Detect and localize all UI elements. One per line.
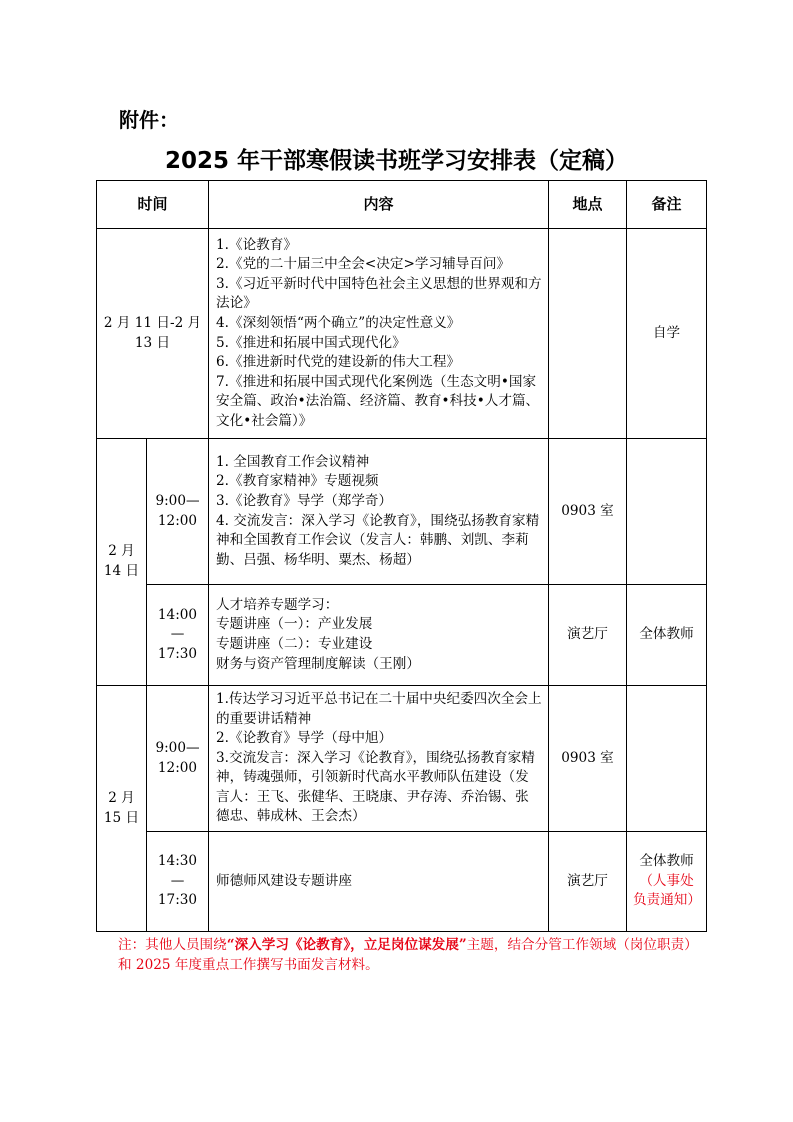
remark-note: （人事处负责通知） xyxy=(633,872,701,909)
session-time-cell: 14:30—17:30 xyxy=(147,832,209,932)
list-item: 专题讲座（二）：专业建设 xyxy=(216,636,373,652)
remark-cell: 全体教师 xyxy=(627,585,707,686)
table-row xyxy=(97,686,707,832)
content-cell xyxy=(209,439,549,585)
list-item: 财务与资产管理制度解读（王刚） xyxy=(216,655,420,672)
header-time: 时间 xyxy=(97,181,209,229)
place-cell: 演艺厅 xyxy=(549,832,627,932)
table-header-row xyxy=(97,181,707,229)
place-cell: 演艺厅 xyxy=(549,585,627,686)
remark-cell xyxy=(627,686,707,832)
place-cell: 0903 室 xyxy=(549,686,627,832)
header-content: 内容 xyxy=(209,181,549,229)
content-cell xyxy=(209,585,549,686)
list-item: 3.《论教育》导学（郑学奇） xyxy=(216,492,393,509)
remark-cell xyxy=(627,439,707,585)
header-place: 地点 xyxy=(549,181,627,229)
remark-cell: 自学 xyxy=(627,229,707,439)
date-cell: 2 月 11 日-2 月 13 日 xyxy=(97,229,209,439)
list-item: 3.《习近平新时代中国特色社会主义思想的世界观和方法论》 xyxy=(216,275,542,312)
content-cell xyxy=(209,832,549,932)
list-item: 4.《深刻领悟“两个确立”的决定性意义》 xyxy=(216,314,461,331)
place-cell xyxy=(549,229,627,439)
header-remark: 备注 xyxy=(627,181,707,229)
table-row xyxy=(97,229,707,439)
list-item: 1. 全国教育工作会议精神 xyxy=(216,453,370,470)
list-item: 2.《论教育》导学（母中旭） xyxy=(216,730,393,747)
footnote-emphasis: “深入学习《论教育》，立足岗位谋发展” xyxy=(226,937,467,953)
list-item: 2.《党的二十届三中全会<决定>学习辅导百问》 xyxy=(216,256,511,273)
list-item: 1.传达学习习近平总书记在二十届中央纪委四次全会上的重要讲话精神 xyxy=(216,690,542,727)
remark-cell xyxy=(627,832,707,932)
table-row xyxy=(97,832,707,932)
date-cell: 2 月 14 日 xyxy=(97,439,147,686)
date-cell: 2 月 15 日 xyxy=(97,686,147,932)
list-item: 1.《论教育》 xyxy=(216,236,297,253)
footnote-prefix: 注：其他人员围绕 xyxy=(118,937,227,953)
list-item: 7.《推进和拓展中国式现代化案例选（生态文明•国家安全篇、政治•法治篇、经济篇、教育•科技•人才篇、文化•社会篇）》 xyxy=(216,373,540,429)
list-item: 4. 交流发言：深入学习《论教育》，围绕弘扬教育家精神和全国教育工作会议（发言人：韩鹏、刘凯、李莉勤、吕强、杨华明、粟杰、杨超） xyxy=(216,512,540,568)
table-row xyxy=(97,439,707,585)
list-item: 3.交流发言：深入学习《论教育》，围绕弘扬教育家精神，铸魂强师，引领新时代高水平教师队伍建设（发言人：王飞、张健华、王晓康、尹存涛、乔治锡、张德忠、韩成林、王会杰） xyxy=(216,749,535,825)
page-title: 2025 年干部寒假读书班学习安排表（定稿） xyxy=(164,148,629,174)
session-time-cell: 9:00—12:00 xyxy=(147,439,209,585)
list-item: 师德师风建设专题讲座 xyxy=(216,872,352,889)
place-cell: 0903 室 xyxy=(549,439,627,585)
list-item: 6.《推进新时代党的建设新的伟大工程》 xyxy=(216,354,461,371)
footnote-suffix: 主题，结合分管工作领域（岗位职责）和 2025 年度重点工作撰写书面发言材料。 xyxy=(118,937,698,973)
session-time-cell: 9:00—12:00 xyxy=(147,686,209,832)
footnote xyxy=(118,935,708,975)
remark-text: 全体教师 xyxy=(639,853,694,870)
list-item: 人才培养专题学习： xyxy=(216,596,339,613)
attachment-label: 附件： xyxy=(119,108,179,132)
table-row xyxy=(97,585,707,686)
list-item: 2.《教育家精神》专题视频 xyxy=(216,473,379,490)
content-cell xyxy=(209,686,549,832)
session-time-cell: 14:00—17:30 xyxy=(147,585,209,686)
content-cell xyxy=(209,229,549,439)
list-item: 专题讲座（一）：产业发展 xyxy=(216,616,373,633)
schedule-table xyxy=(96,180,707,932)
list-item: 5.《推进和拓展中国式现代化》 xyxy=(216,334,406,351)
